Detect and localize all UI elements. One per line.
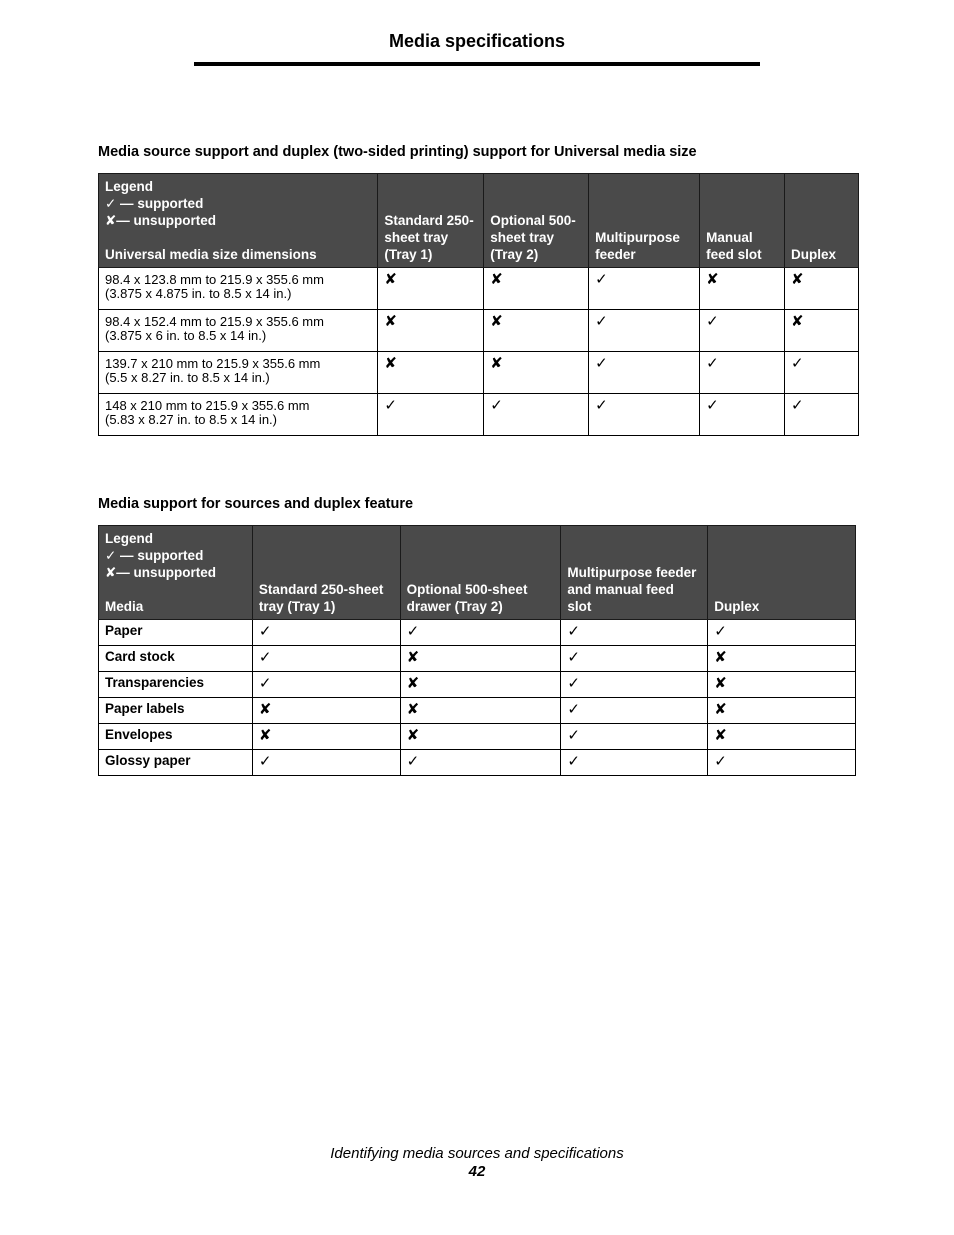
support-mark: ✓ (561, 646, 708, 672)
support-mark: ✓ (708, 750, 856, 776)
support-mark: ✓ (378, 394, 484, 436)
table-row (99, 750, 856, 776)
dimension-cell (99, 352, 378, 394)
column-header: Multipurpose feeder (589, 174, 700, 268)
support-mark: ✓ (484, 394, 589, 436)
support-mark: ✘ (378, 310, 484, 352)
support-mark: ✘ (708, 724, 856, 750)
table2-legend-header (99, 526, 253, 620)
media-name: Card stock (99, 646, 253, 672)
support-mark: ✘ (484, 310, 589, 352)
column-header: Duplex (785, 174, 859, 268)
column-header: Duplex (708, 526, 856, 620)
support-mark: ✓ (400, 750, 561, 776)
support-mark: ✘ (484, 268, 589, 310)
dimension-imperial: (3.875 x 4.875 in. to 8.5 x 14 in.) (105, 286, 292, 301)
support-mark: ✘ (708, 646, 856, 672)
universal-media-size-table (98, 173, 859, 436)
media-name: Glossy paper (99, 750, 253, 776)
support-mark: ✓ (561, 698, 708, 724)
support-mark: ✓ (785, 352, 859, 394)
column-header: Optional 500-sheet tray (Tray 2) (484, 174, 589, 268)
support-mark: ✘ (708, 672, 856, 698)
support-mark: ✘ (400, 646, 561, 672)
dimension-metric: 98.4 x 123.8 mm to 215.9 x 355.6 mm (105, 272, 324, 287)
media-name: Envelopes (99, 724, 253, 750)
support-mark: ✘ (378, 352, 484, 394)
table-row (99, 672, 856, 698)
support-mark: ✓ (561, 724, 708, 750)
table-row (99, 724, 856, 750)
support-mark: ✓ (589, 268, 700, 310)
table2-header-row (99, 526, 856, 620)
support-mark: ✓ (589, 394, 700, 436)
media-name: Paper labels (99, 698, 253, 724)
table1-header-row (99, 174, 859, 268)
support-mark: ✓ (700, 310, 785, 352)
table2-title: Media support for sources and duplex feature (98, 496, 414, 512)
support-mark: ✓ (561, 620, 708, 646)
support-mark: ✓ (252, 672, 400, 698)
media-name: Transparencies (99, 672, 253, 698)
support-mark: ✓ (700, 394, 785, 436)
support-mark: ✓ (252, 620, 400, 646)
media-name: Paper (99, 620, 253, 646)
support-mark: ✓ (700, 352, 785, 394)
first-column-label: Universal media size dimensions (105, 247, 317, 262)
support-mark: ✘ (484, 352, 589, 394)
support-mark: ✘ (785, 310, 859, 352)
legend-unsupported: ✘— unsupported (105, 565, 217, 580)
table-row (99, 698, 856, 724)
media-support-table (98, 525, 856, 776)
support-mark: ✘ (400, 672, 561, 698)
legend-spacer (105, 581, 246, 598)
table1-legend-header (99, 174, 378, 268)
dimension-metric: 148 x 210 mm to 215.9 x 355.6 mm (105, 398, 310, 413)
dimension-imperial: (5.83 x 8.27 in. to 8.5 x 14 in.) (105, 412, 277, 427)
column-header: Standard 250-sheet tray (Tray 1) (252, 526, 400, 620)
header-rule (194, 62, 760, 66)
legend-supported: ✓ — supported (105, 196, 204, 211)
page-title: Media specifications (388, 31, 566, 51)
table1-title: Media source support and duplex (two-sided printing) support for Universal media size (98, 144, 697, 160)
legend-supported: ✓ — supported (105, 548, 204, 563)
support-mark: ✘ (252, 698, 400, 724)
support-mark: ✓ (589, 310, 700, 352)
support-mark: ✘ (252, 724, 400, 750)
table-row (99, 352, 859, 394)
dimension-imperial: (3.875 x 6 in. to 8.5 x 14 in.) (105, 328, 267, 343)
support-mark: ✓ (252, 750, 400, 776)
support-mark: ✓ (589, 352, 700, 394)
page-number: 42 (468, 1163, 486, 1180)
support-mark: ✓ (708, 620, 856, 646)
legend-title: Legend (105, 531, 154, 546)
footer-section-title: Identifying media sources and specifications (330, 1145, 624, 1162)
dimension-metric: 139.7 x 210 mm to 215.9 x 355.6 mm (105, 356, 321, 371)
support-mark: ✓ (400, 620, 561, 646)
column-header: Multipurpose feeder and manual feed slot (561, 526, 708, 620)
support-mark: ✘ (400, 724, 561, 750)
page-footer (0, 1145, 954, 1181)
dimension-metric: 98.4 x 152.4 mm to 215.9 x 355.6 mm (105, 314, 324, 329)
page-header (194, 30, 760, 52)
support-mark: ✓ (785, 394, 859, 436)
column-header: Optional 500-sheet drawer (Tray 2) (400, 526, 561, 620)
support-mark: ✘ (700, 268, 785, 310)
table-row (99, 268, 859, 310)
support-mark: ✘ (378, 268, 484, 310)
legend-title: Legend (105, 179, 154, 194)
table-row (99, 646, 856, 672)
support-mark: ✓ (561, 750, 708, 776)
dimension-cell (99, 268, 378, 310)
dimension-cell (99, 394, 378, 436)
table-row (99, 394, 859, 436)
support-mark: ✘ (400, 698, 561, 724)
support-mark: ✘ (708, 698, 856, 724)
column-header: Standard 250-sheet tray (Tray 1) (378, 174, 484, 268)
dimension-cell (99, 310, 378, 352)
first-column-label: Media (105, 599, 144, 614)
column-header: Manual feed slot (700, 174, 785, 268)
support-mark: ✓ (561, 672, 708, 698)
legend-spacer (105, 229, 371, 246)
support-mark: ✘ (785, 268, 859, 310)
legend-unsupported: ✘— unsupported (105, 213, 217, 228)
table-row (99, 620, 856, 646)
table-row (99, 310, 859, 352)
support-mark: ✓ (252, 646, 400, 672)
dimension-imperial: (5.5 x 8.27 in. to 8.5 x 14 in.) (105, 370, 270, 385)
